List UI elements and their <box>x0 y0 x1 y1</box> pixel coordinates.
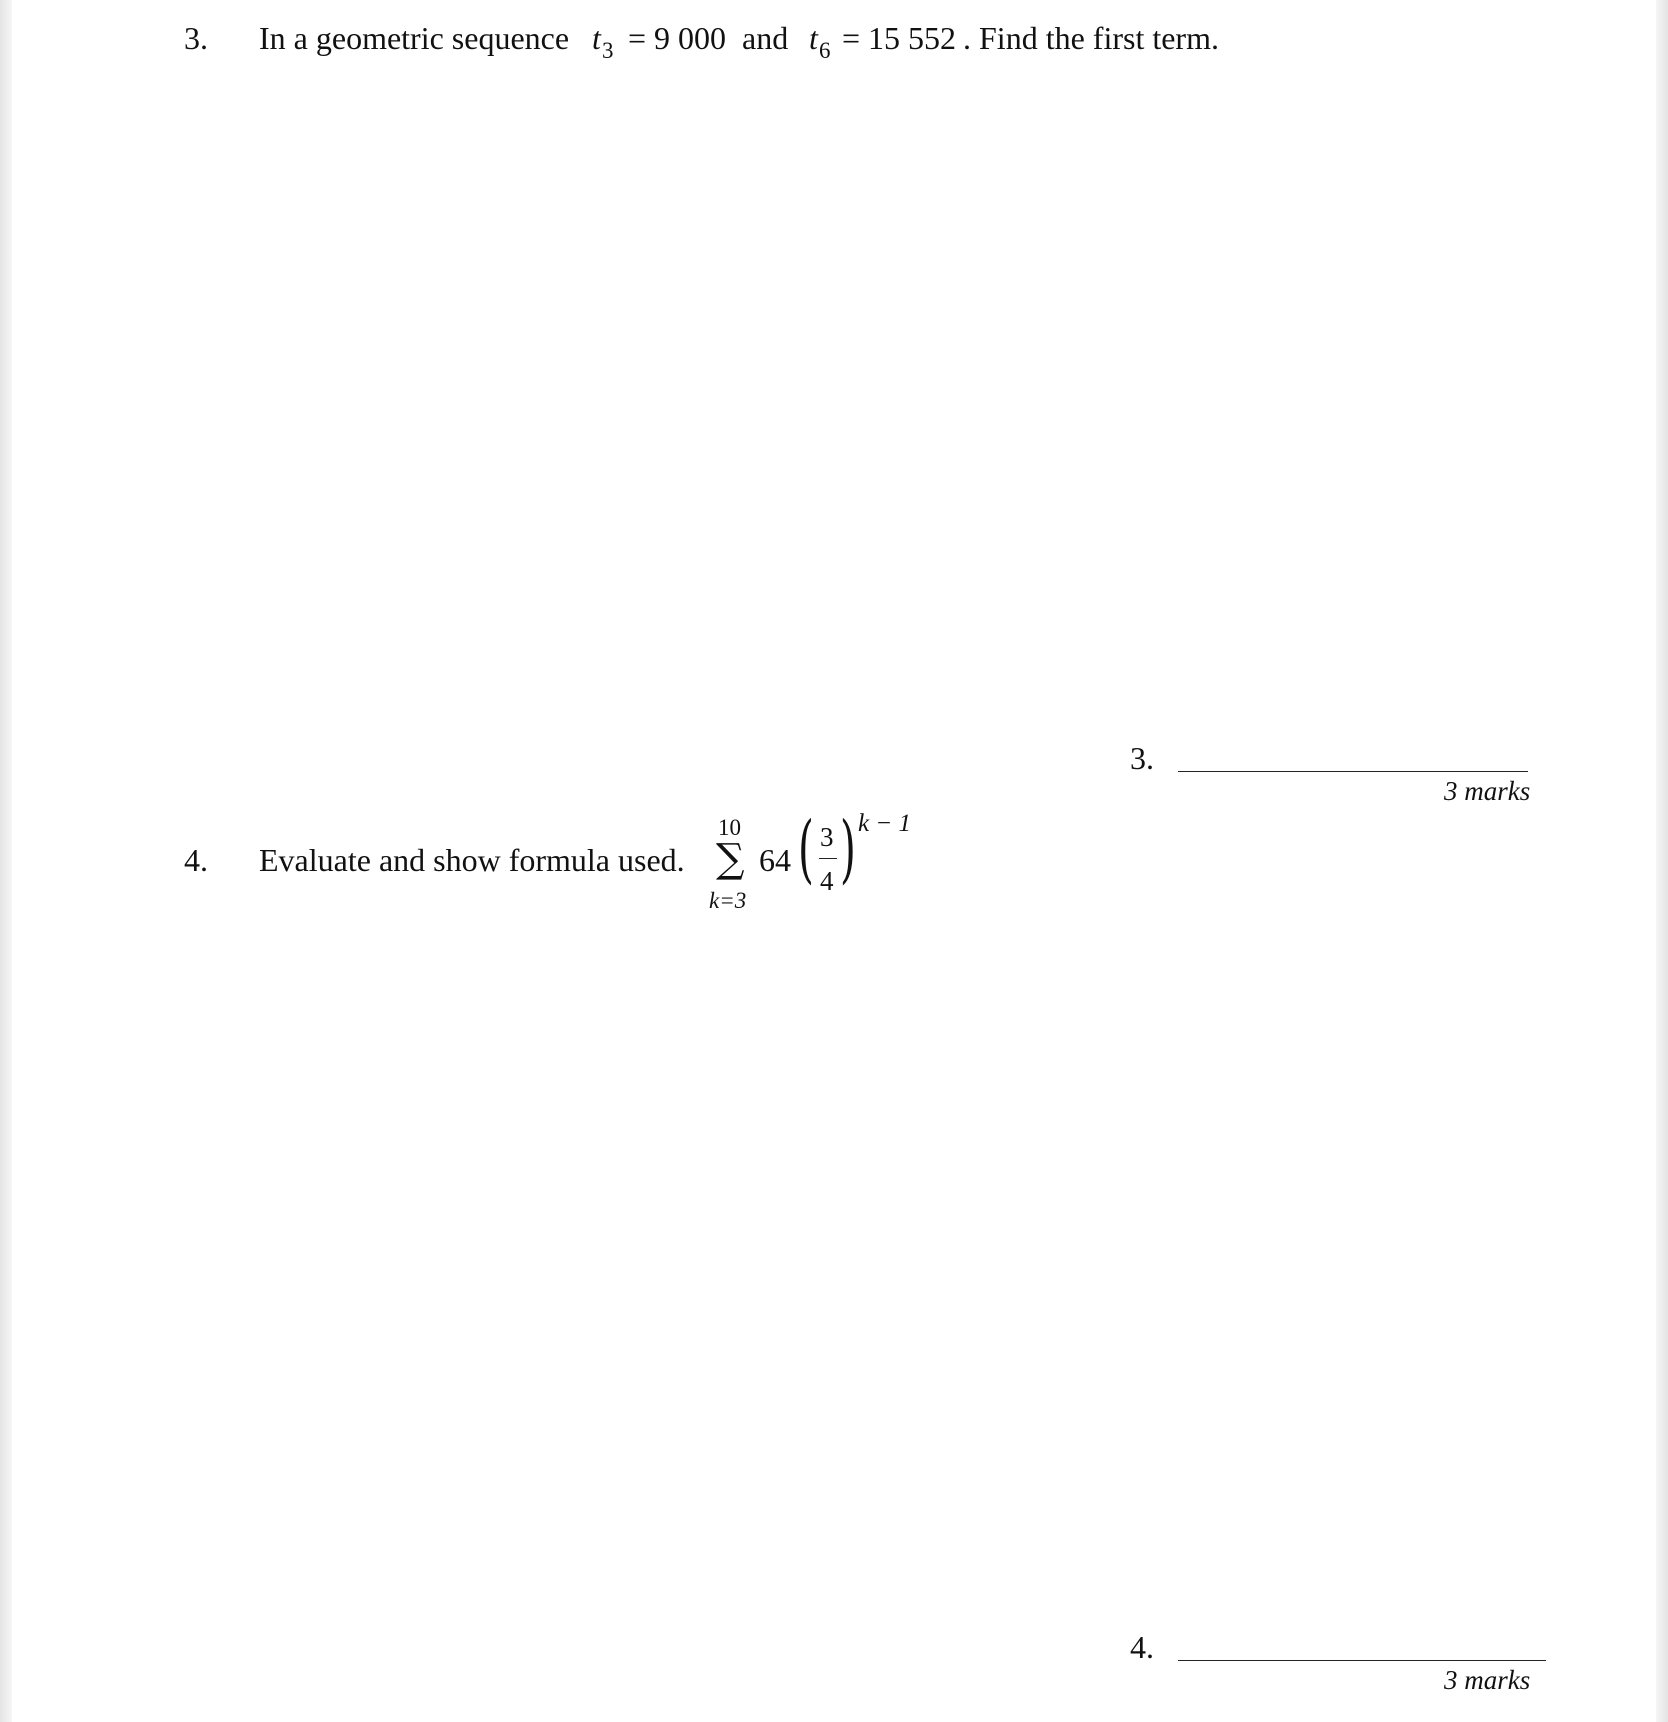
question-4-prompt: Evaluate and show formula used. <box>259 842 685 878</box>
t3-variable: t <box>592 20 601 56</box>
question-4-marks: 3 marks <box>1444 1665 1531 1695</box>
sum-lower-limit: k=3 <box>709 888 747 913</box>
fraction-numerator: 3 <box>820 822 834 852</box>
t6-subscript: 6 <box>819 38 831 63</box>
answer-3-line[interactable] <box>1178 771 1528 772</box>
fraction-denominator: 4 <box>820 866 834 896</box>
fraction-bar <box>819 858 837 859</box>
worksheet-page <box>12 0 1656 1722</box>
t3-value: = 9 000 <box>628 20 727 56</box>
exponent: k − 1 <box>858 810 911 837</box>
sum-upper-limit: 10 <box>718 815 741 840</box>
left-page-shadow <box>0 0 12 1722</box>
left-parenthesis: ( <box>798 806 814 892</box>
t3-subscript: 3 <box>602 38 614 63</box>
right-parenthesis: ) <box>840 806 856 892</box>
question-3-prompt: In a geometric sequence <box>259 20 570 56</box>
right-page-shadow <box>1656 0 1668 1722</box>
t6-variable: t <box>809 20 818 56</box>
question-3-tail: . Find the first term. <box>963 20 1219 56</box>
question-3-marks: 3 marks <box>1444 776 1531 806</box>
t6-value: = 15 552 <box>842 20 957 56</box>
question-4-number: 4. <box>184 842 208 878</box>
answer-4-number: 4. <box>1130 1629 1154 1665</box>
answer-4-line[interactable] <box>1178 1660 1546 1661</box>
coefficient: 64 <box>759 842 791 878</box>
question-3-number: 3. <box>184 20 208 56</box>
and-connector: and <box>742 20 789 56</box>
sigma-symbol: ∑ <box>716 836 745 882</box>
answer-3-number: 3. <box>1130 740 1154 776</box>
